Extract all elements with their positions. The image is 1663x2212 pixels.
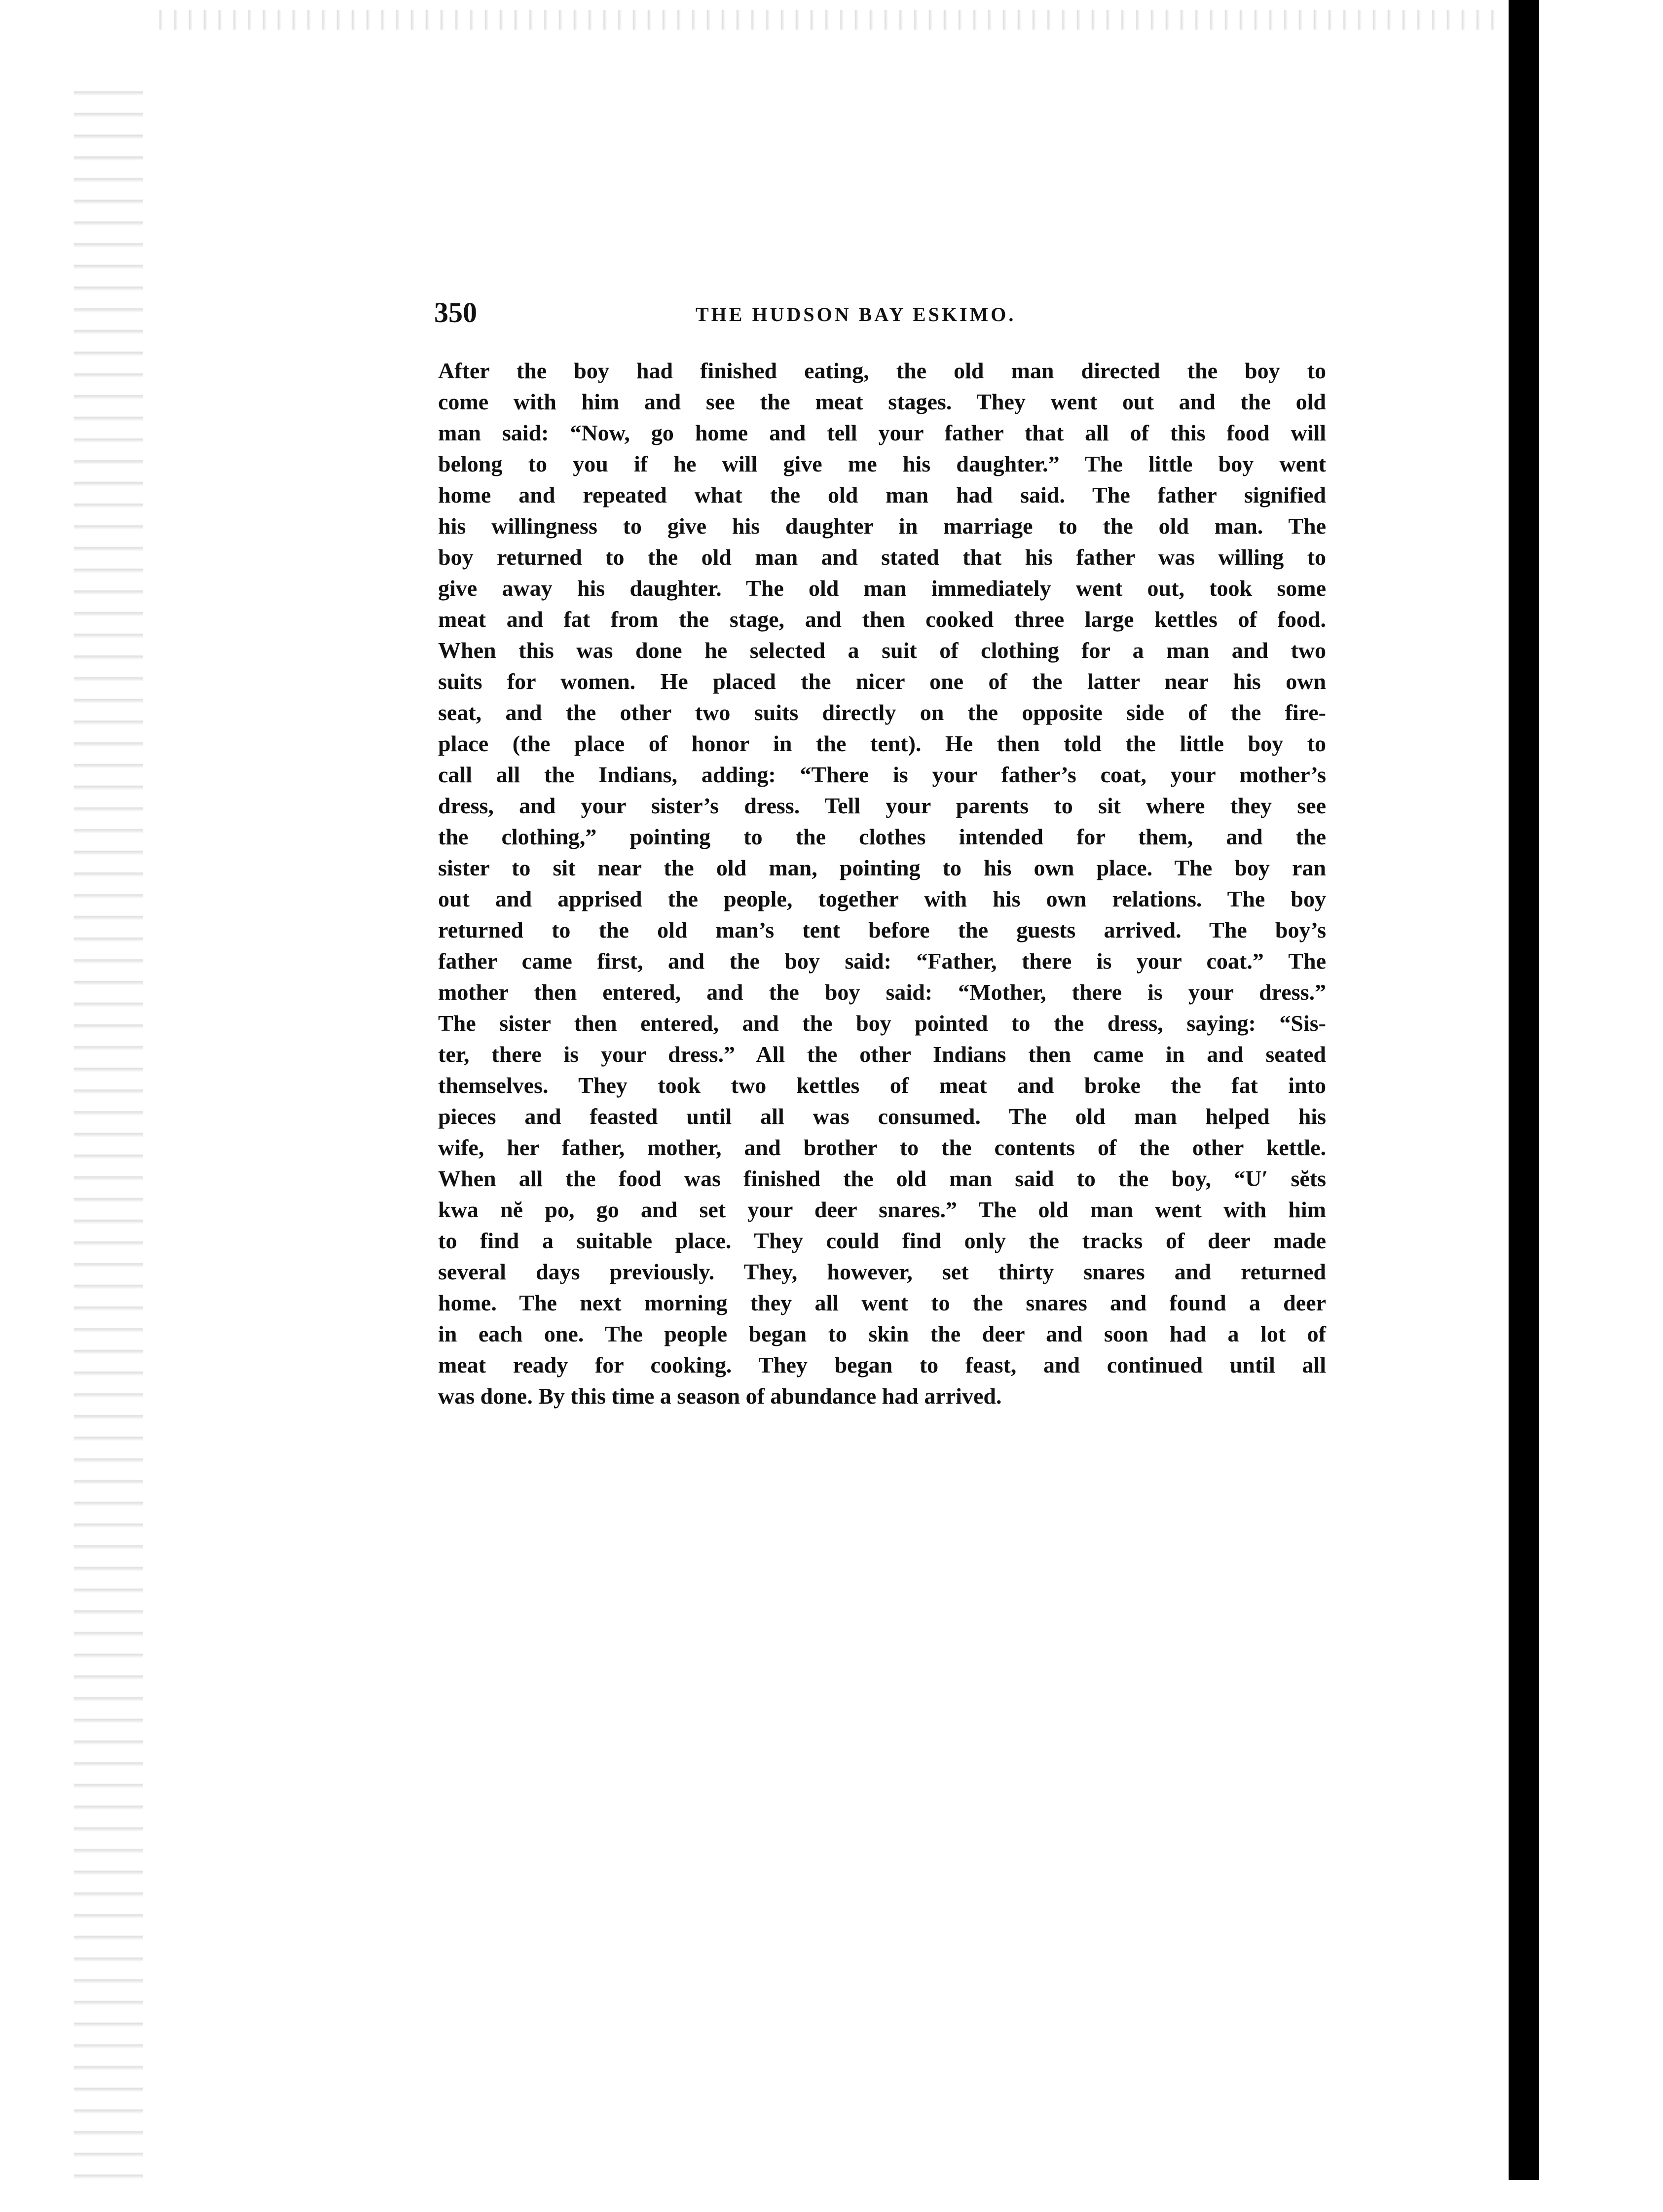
text-line: man said: “Now, go home and tell your father that all of this food will: [438, 420, 1326, 445]
text-line: suits for women. He placed the nicer one of the latter near his own: [438, 669, 1326, 694]
text-line: seat, and the other two suits directly on the opposite side of the fire-: [438, 700, 1326, 725]
scan-binding-edge: [74, 74, 143, 2195]
text-line: home. The next morning they all went to the snares and found a deer: [438, 1290, 1326, 1315]
text-line: the clothing,” pointing to the clothes intended for them, and the: [438, 824, 1326, 849]
running-head: THE HUDSON BAY ESKIMO.: [696, 303, 1016, 326]
text-line: kwa nĕ po, go and set your deer snares.” The old man went with him: [438, 1197, 1326, 1222]
text-line: mother then entered, and the boy said: “Mother, there is your dress.”: [438, 979, 1326, 1005]
text-line: his willingness to give his daughter in marriage to the old man. The: [438, 513, 1326, 539]
text-line: meat and fat from the stage, and then cooked three large kettles of food.: [438, 607, 1326, 632]
text-line: meat ready for cooking. They began to feast, and continued until all: [438, 1352, 1326, 1378]
text-line: several days previously. They, however, set thirty snares and returned: [438, 1259, 1326, 1284]
text-line: returned to the old man’s tent before the guests arrived. The boy’s: [438, 917, 1326, 943]
text-line: wife, her father, mother, and brother to the contents of the other kettle.: [438, 1135, 1326, 1160]
body-text: [438, 355, 1326, 1412]
text-line: belong to you if he will give me his daughter.” The little boy went: [438, 451, 1326, 476]
page-header: [434, 296, 1322, 340]
text-line: themselves. They took two kettles of meat and broke the fat into: [438, 1073, 1326, 1098]
text-line: When all the food was finished the old man said to the boy, “U′ sĕts: [438, 1166, 1326, 1191]
text-line: come with him and see the meat stages. They went out and the old: [438, 389, 1326, 414]
text-line: father came first, and the boy said: “Father, there is your coat.” The: [438, 948, 1326, 974]
page-number: 350: [434, 296, 477, 328]
text-line: boy returned to the old man and stated that his father was willing to: [438, 544, 1326, 570]
text-line: pieces and feasted until all was consumed. The old man helped his: [438, 1104, 1326, 1129]
text-line: give away his daughter. The old man immediately went out, took some: [438, 576, 1326, 601]
text-line: out and apprised the people, together with his own relations. The boy: [438, 886, 1326, 911]
text-line: When this was done he selected a suit of clothing for a man and two: [438, 638, 1326, 663]
text-line: in each one. The people began to skin the deer and soon had a lot of: [438, 1321, 1326, 1346]
scan-top-noise: [148, 10, 1505, 30]
scan-right-edge-bar: [1509, 0, 1539, 2180]
text-line: dress, and your sister’s dress. Tell your parents to sit where they see: [438, 793, 1326, 818]
text-line: place (the place of honor in the tent). He then told the little boy to: [438, 731, 1326, 756]
text-line: call all the Indians, adding: “There is your father’s coat, your mother’s: [438, 762, 1326, 787]
text-line: to find a suitable place. They could find only the tracks of deer made: [438, 1228, 1326, 1253]
text-line: home and repeated what the old man had said. The father signified: [438, 482, 1326, 508]
text-line: sister to sit near the old man, pointing to his own place. The boy ran: [438, 855, 1326, 880]
text-line: After the boy had finished eating, the old man directed the boy to: [438, 358, 1326, 383]
text-line: The sister then entered, and the boy pointed to the dress, saying: “Sis-: [438, 1011, 1326, 1036]
text-line: was done. By this time a season of abundance had arrived.: [438, 1383, 1002, 1409]
text-line: ter, there is your dress.” All the other Indians then came in and seated: [438, 1042, 1326, 1067]
